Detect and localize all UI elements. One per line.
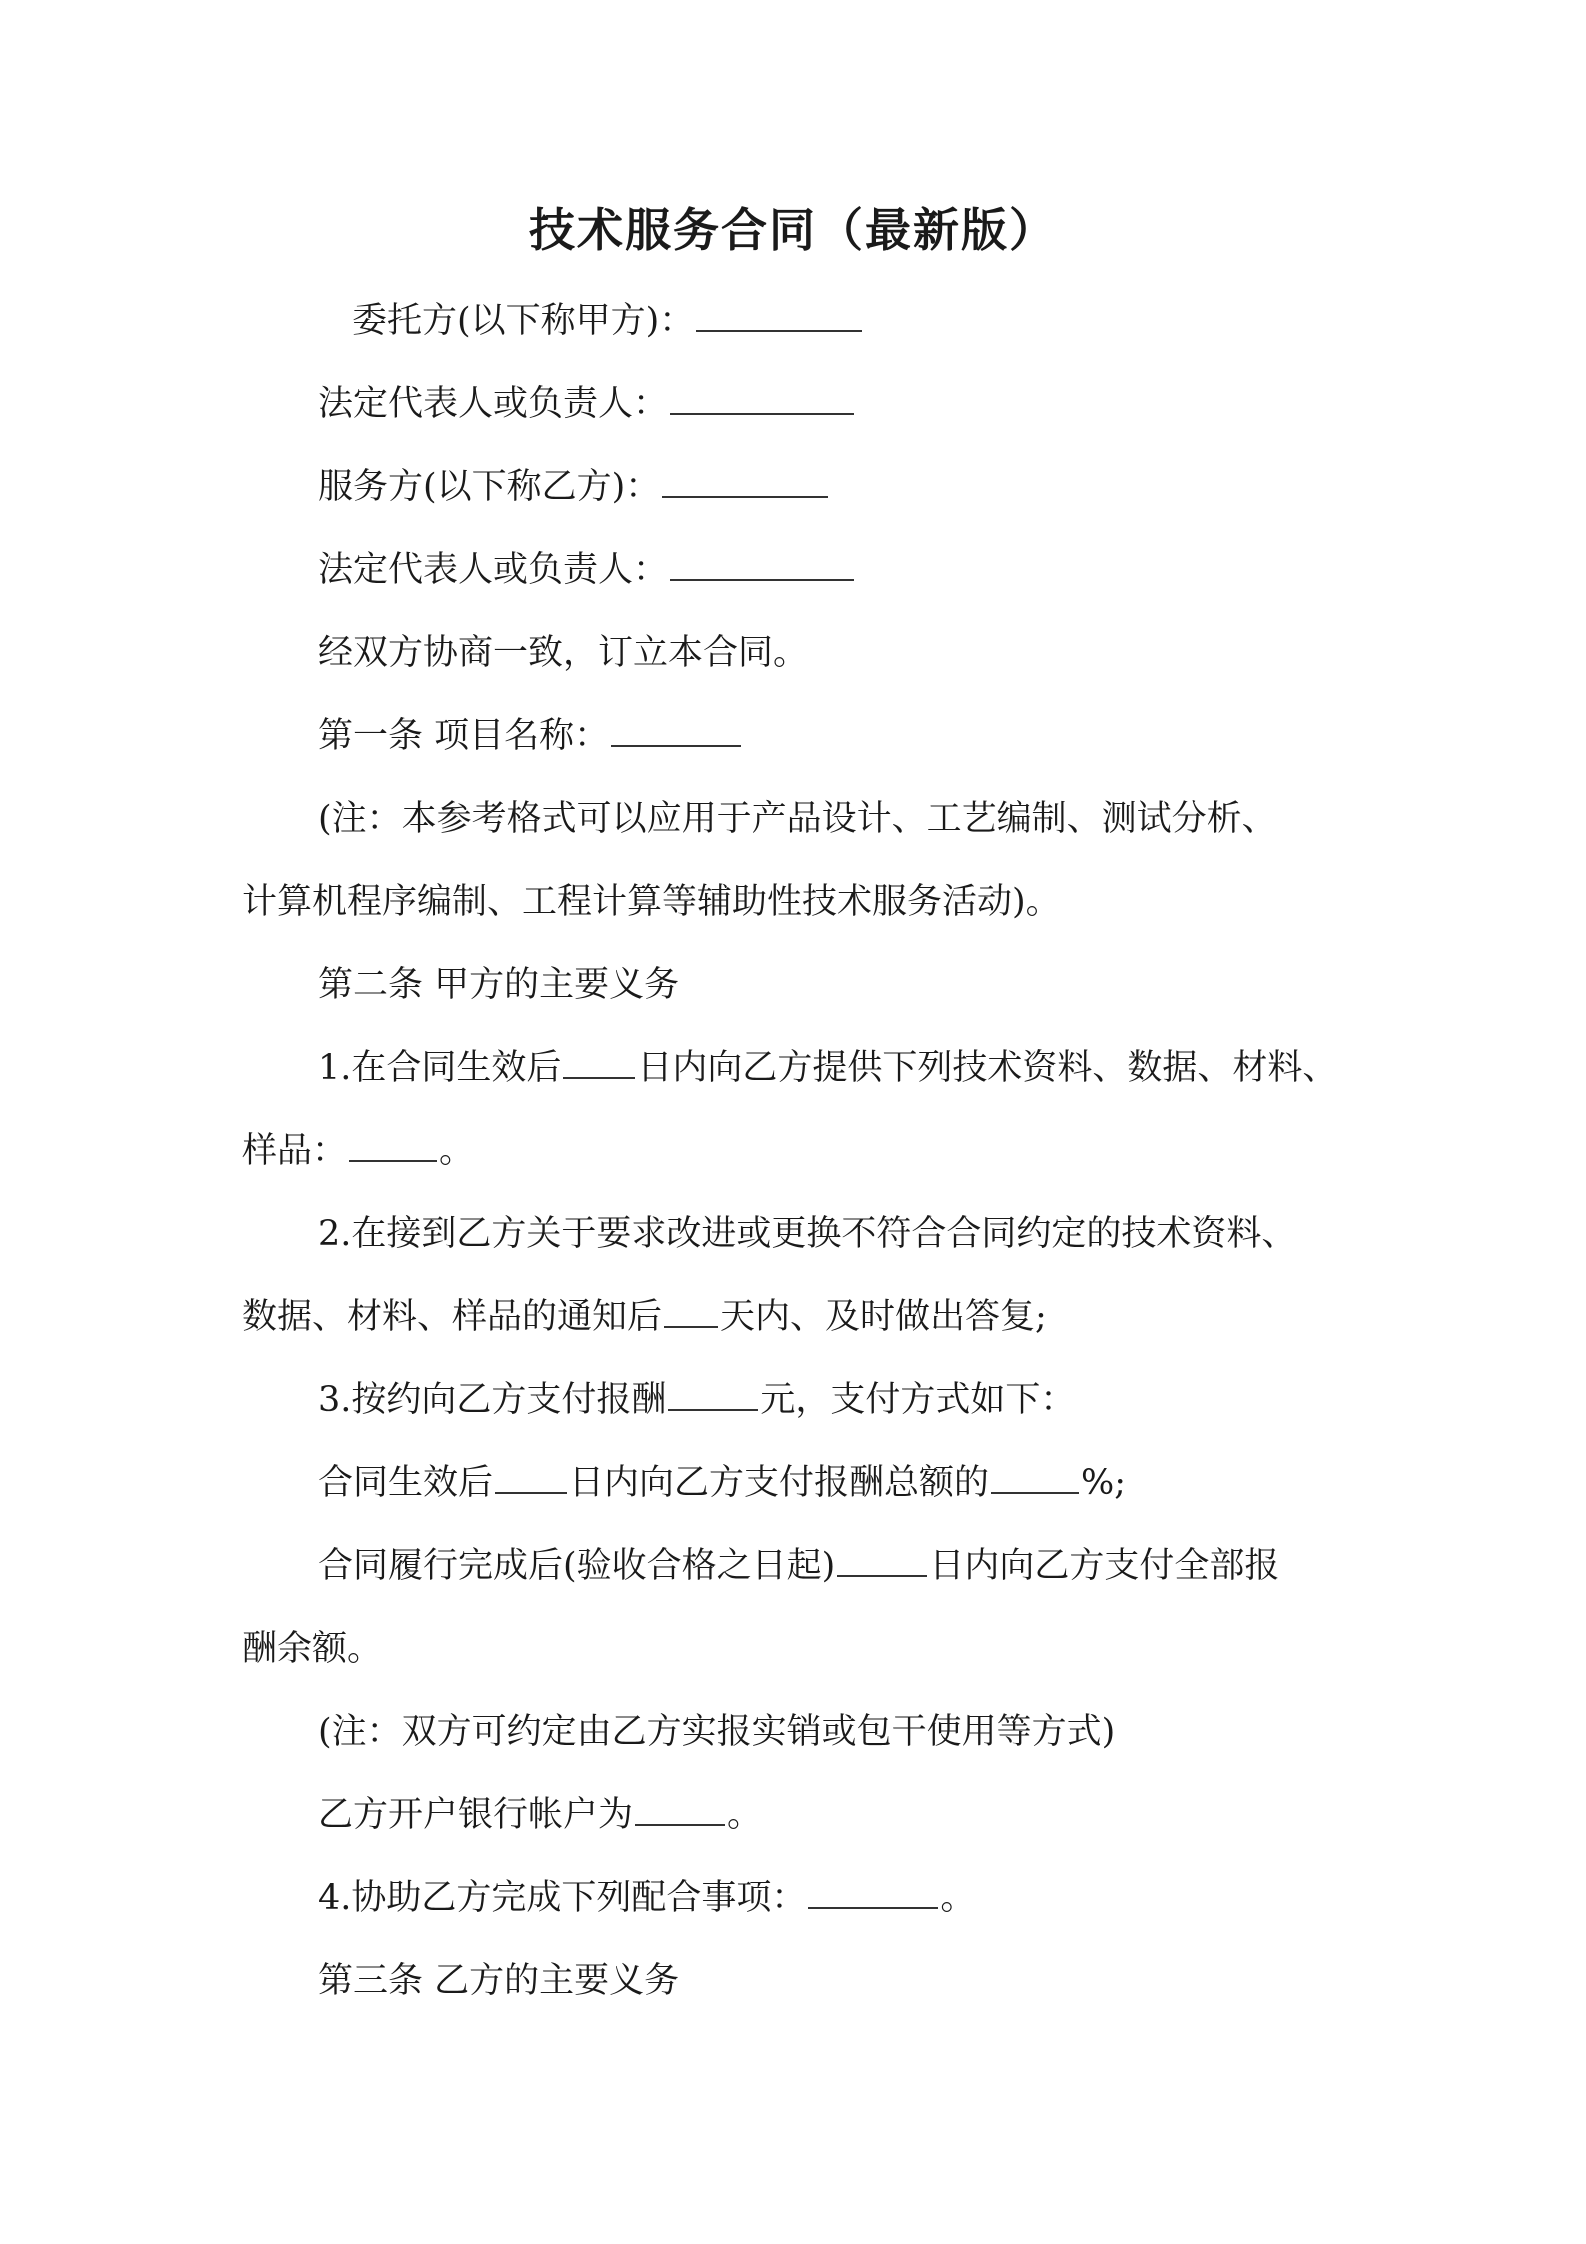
- provider-line: [318, 462, 830, 512]
- client-representative-label: 法定代表人或负责人：: [318, 384, 669, 424]
- cooperation-blank: [808, 1875, 938, 1909]
- samples-blank: [349, 1128, 437, 1162]
- samples-label: 样品：: [242, 1131, 348, 1171]
- clause-2-1-line-2: [242, 1126, 474, 1176]
- clause-2-4-line: [318, 1873, 975, 1923]
- clause-2-3-text-b: 元，支付方式如下：: [760, 1380, 1076, 1420]
- bank-account-line: [318, 1790, 762, 1840]
- article-1-label: 第一条 项目名称：: [318, 716, 610, 756]
- payment-final-text-a: 合同履行完成后(验收合格之日起): [318, 1546, 836, 1586]
- article-1-line: [318, 711, 743, 761]
- bank-account-label: 乙方开户银行帐户为: [318, 1795, 634, 1835]
- days-blank-2: [664, 1294, 718, 1328]
- provider-blank: [662, 464, 828, 498]
- clause-2-1-text-a: 1.在合同生效后: [318, 1048, 562, 1088]
- payment-amount-blank: [668, 1377, 758, 1411]
- project-name-blank: [611, 713, 741, 747]
- clause-2-3-line: [318, 1375, 1075, 1425]
- clause-2-2-text-b: 天内、及时做出答复;: [720, 1297, 1047, 1337]
- provider-representative-label: 法定代表人或负责人：: [318, 550, 669, 590]
- clause-2-1-line-1: [318, 1043, 1337, 1093]
- bank-account-end: 。: [727, 1795, 763, 1835]
- clause-2-2-text-a: 数据、材料、样品的通知后: [242, 1297, 663, 1337]
- provider-label: 服务方(以下称乙方)：: [318, 467, 661, 507]
- payment-final-text-b: 日内向乙方支付全部报: [929, 1546, 1280, 1586]
- days-blank-3: [495, 1460, 567, 1494]
- clause-2-3-text-a: 3.按约向乙方支付报酬: [318, 1380, 667, 1420]
- note-1-line-2: 计算机程序编制、工程计算等辅助性技术服务活动)。: [242, 882, 1061, 922]
- percent-blank: [991, 1460, 1079, 1494]
- payment-initial-text-b: 日内向乙方支付报酬总额的: [569, 1463, 990, 1503]
- clause-2-2-line-2: [242, 1292, 1047, 1342]
- document-title: 技术服务合同（最新版）: [529, 203, 1057, 257]
- provider-representative-blank: [670, 547, 854, 581]
- payment-initial-text-c: %;: [1081, 1463, 1127, 1503]
- payment-final-line-1: [318, 1541, 1279, 1591]
- agreement-intro: 经双方协商一致，订立本合同。: [318, 633, 809, 673]
- note-1-line-1: (注：本参考格式可以应用于产品设计、工艺编制、测试分析、: [318, 799, 1277, 839]
- payment-initial-line: [318, 1458, 1126, 1508]
- note-2-line: (注：双方可约定由乙方实报实销或包干使用等方式): [318, 1712, 1116, 1752]
- article-3-heading: 第三条 乙方的主要义务: [318, 1961, 680, 2001]
- clause-2-2-line-1: 2.在接到乙方关于要求改进或更换不符合合同约定的技术资料、: [318, 1214, 1297, 1254]
- client-blank: [696, 298, 862, 332]
- article-2-heading: 第二条 甲方的主要义务: [318, 965, 680, 1005]
- payment-initial-text-a: 合同生效后: [318, 1463, 494, 1503]
- days-blank-1: [563, 1045, 635, 1079]
- client-representative-blank: [670, 381, 854, 415]
- client-label: 委托方(以下称甲方)：: [352, 301, 695, 341]
- clause-2-4-text-a: 4.协助乙方完成下列配合事项：: [318, 1878, 807, 1918]
- payment-final-line-2: 酬余额。: [242, 1629, 383, 1669]
- provider-representative-line: [318, 545, 856, 595]
- samples-end: 。: [439, 1131, 475, 1171]
- client-representative-line: [318, 379, 856, 429]
- bank-account-blank: [635, 1792, 725, 1826]
- client-line: [352, 296, 864, 346]
- days-blank-4: [837, 1543, 927, 1577]
- clause-2-4-end: 。: [940, 1878, 976, 1918]
- clause-2-1-text-b: 日内向乙方提供下列技术资料、数据、材料、: [637, 1048, 1338, 1088]
